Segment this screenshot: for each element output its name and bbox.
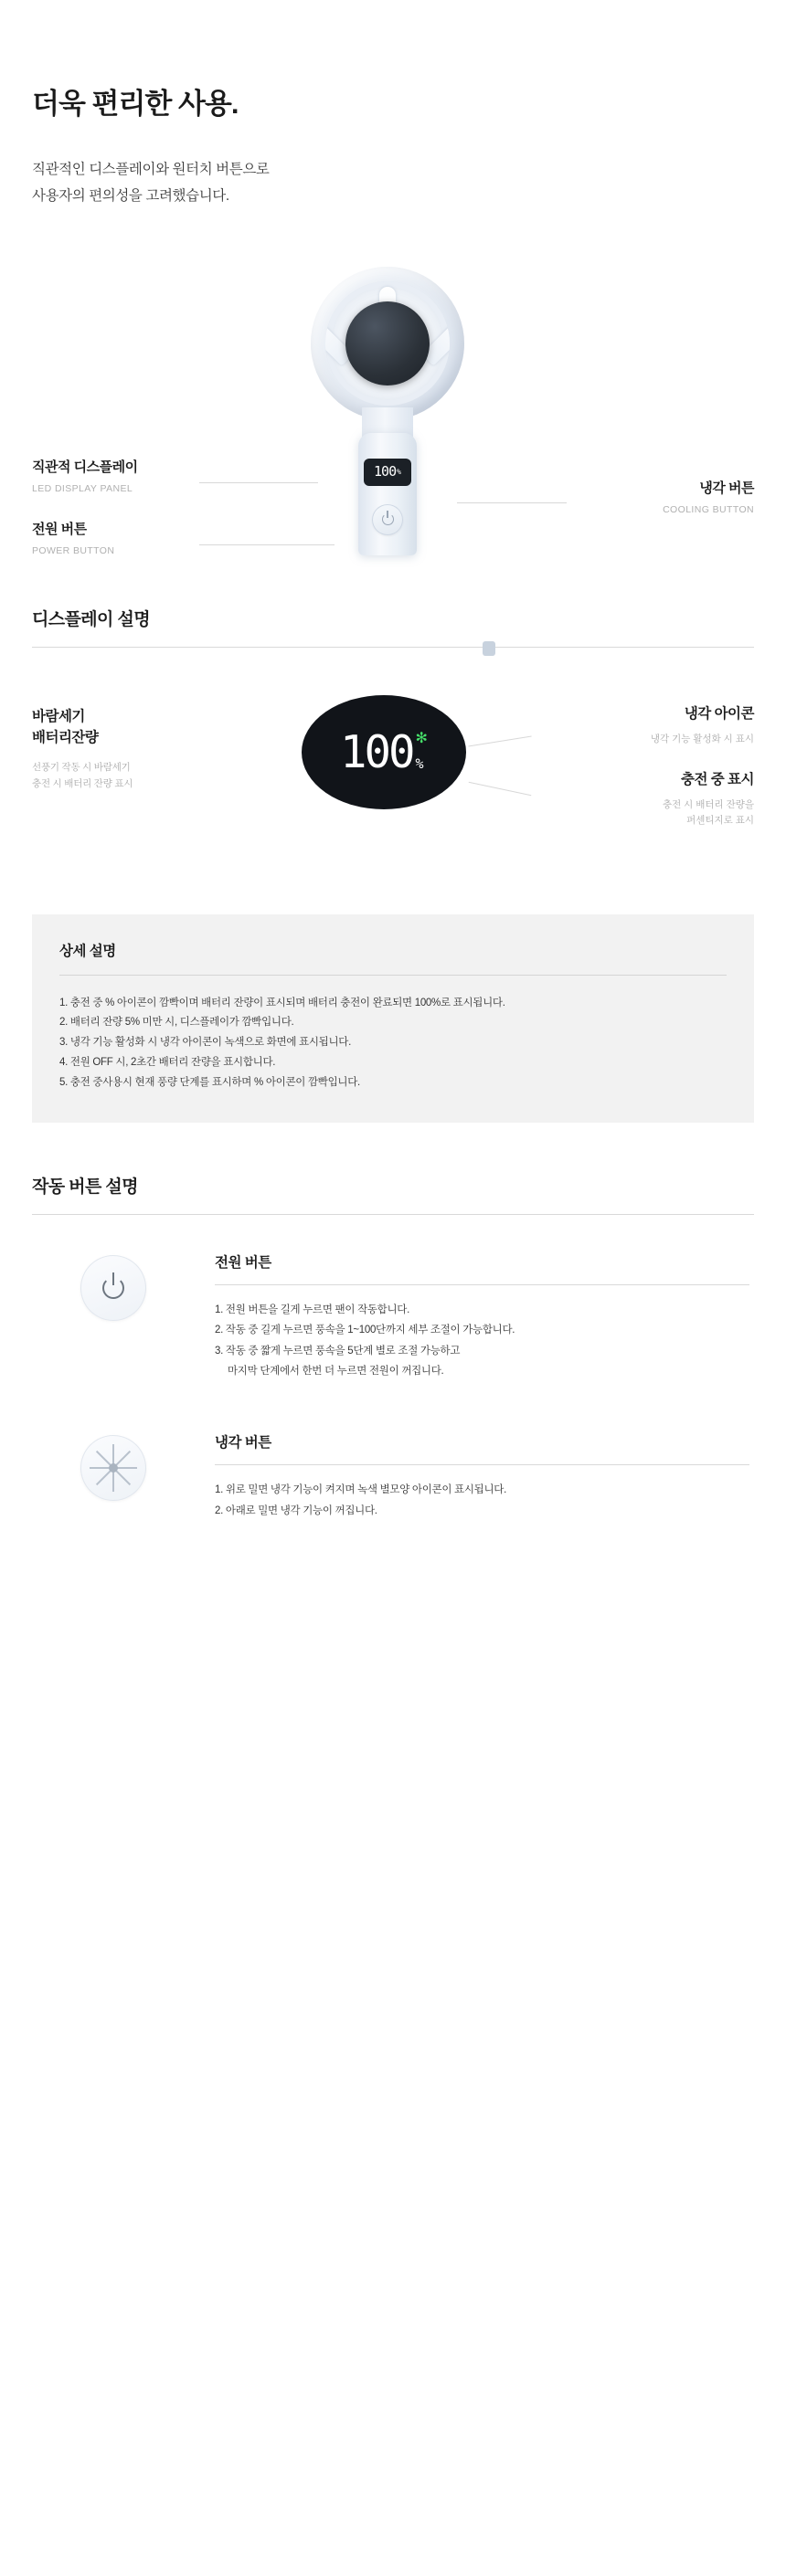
cooling-button-list [215,1480,749,1521]
power-icon [80,1255,146,1321]
list-item: 2. 아래로 밀면 냉각 기능이 꺼집니다. [215,1504,377,1516]
leader-line-cool-icon [468,735,531,746]
charging-desc1: 충전 시 배터리 잔량을 [662,798,754,810]
handheld-fan-illustration [291,254,483,555]
fan-grill [325,281,450,406]
power-button-text [215,1251,786,1382]
leader-line-display [199,482,318,483]
charging-desc2: 퍼센티지로 표시 [686,815,754,827]
cooling-button[interactable] [483,641,495,656]
led-display-unit: % [397,468,401,477]
power-button[interactable] [372,504,403,535]
display-left-desc2: 충전 시 배터리 잔량 표시 [32,778,133,790]
leader-line-power [199,544,335,545]
led-screen-value: 100 [340,725,413,778]
led-screen-zoom [302,695,466,809]
cooling-button-icon-wrap [80,1435,146,1501]
list-item: 3. 작동 중 짧게 누르면 풍속을 5단계 별로 조절 가능하고 [215,1345,461,1357]
hero-section [0,0,786,210]
cooling-star-icon: ✻ [415,731,428,747]
display-left-desc1: 선풍기 작동 시 바람세기 [32,762,131,774]
fan-handle [358,433,417,555]
power-button-list [215,1300,749,1382]
power-button-row [0,1251,786,1382]
cooling-button-title: 냉각 버튼 [215,1435,271,1452]
power-button-title: 전원 버튼 [215,1254,271,1271]
hero-subtitle [32,157,786,209]
display-left-block [32,706,133,793]
callout-display-en: LED DISPLAY PANEL [32,482,133,494]
buttons-section [0,1173,786,1551]
list-item: 1. 위로 밀면 냉각 기능이 켜지며 녹색 별모양 아이콘이 표시됩니다. [215,1484,506,1496]
display-left-title1: 바람세기 [32,708,85,724]
charging-desc [663,797,754,830]
cooling-icon [80,1435,146,1501]
callout-display [32,457,138,494]
display-explanation [0,686,786,878]
callout-power-ko: 전원 버튼 [32,521,87,537]
charging-title: 충전 중 표시 [681,771,754,787]
leader-line-cooling [457,502,567,503]
callout-cooling-en: COOLING BUTTON [663,503,754,515]
hero-subtitle-line1: 직관적인 디스플레이와 원터치 버튼으로 [32,162,270,178]
divider [59,975,727,976]
detail-description-box [32,914,754,1123]
list-item-continued: 마지막 단계에서 한번 더 누르면 전원이 꺼집니다. [228,1366,444,1378]
callout-cooling [663,478,754,515]
cooling-icon-desc: 냉각 기능 활성화 시 표시 [650,733,754,744]
callout-power-en: POWER BUTTON [32,544,115,556]
divider [215,1464,749,1465]
detail-list [59,994,727,1093]
display-section-header [0,606,786,648]
display-left-title2: 배터리잔량 [32,729,99,745]
list-item: 3. 냉각 기능 활성화 시 냉각 아이콘이 녹색으로 화면에 표시됩니다. [59,1037,351,1049]
display-right-top [651,702,754,748]
list-item: 4. 전원 OFF 시, 2초간 배터리 잔량을 표시합니다. [59,1057,276,1069]
cooling-button-text [215,1431,786,1521]
buttons-section-title: 작동 버튼 설명 [32,1177,138,1197]
hero-subtitle-line2: 사용자의 편의성을 고려했습니다. [32,187,229,204]
list-item: 5. 충전 중사용시 현재 풍량 단계를 표시하며 % 아이콘이 깜빡입니다. [59,1076,360,1088]
page-title: 더욱 편리한 사용. [32,88,239,120]
list-item: 1. 전원 버튼을 길게 누르면 팬이 작동합니다. [215,1304,410,1315]
led-display-panel [364,459,411,486]
cooling-button-row [0,1431,786,1550]
list-item: 2. 작동 중 길게 누르면 풍속을 1~100단까지 세부 조절이 가능합니다. [215,1325,515,1336]
callout-display-ko: 직관적 디스플레이 [32,459,138,475]
power-button-icon-wrap [80,1255,146,1321]
led-display-value: 100 [374,463,397,480]
list-item: 1. 충전 중 % 아이콘이 깜빡이며 배터리 잔량이 표시되며 배터리 충전이 완료되면 100%로 표시됩니다. [59,997,505,1008]
leader-line-charging [469,781,532,796]
list-item: 2. 배터리 잔량 5% 미만 시, 디스플레이가 깜빡입니다. [59,1017,294,1029]
fan-hub [345,301,430,385]
callout-power [32,519,114,556]
display-right-bottom [663,768,754,830]
divider [32,1214,754,1215]
product-callout-section [0,254,786,555]
led-screen-percent: % [415,755,424,773]
callout-cooling-ko: 냉각 버튼 [699,480,754,496]
power-icon [382,513,394,525]
detail-title: 상세 설명 [59,943,116,959]
list-item [215,1361,749,1381]
fan-head [311,267,464,420]
divider [32,647,754,648]
divider [215,1284,749,1285]
cooling-icon-title: 냉각 아이콘 [684,705,754,722]
display-section-title: 디스플레이 설명 [32,609,150,629]
